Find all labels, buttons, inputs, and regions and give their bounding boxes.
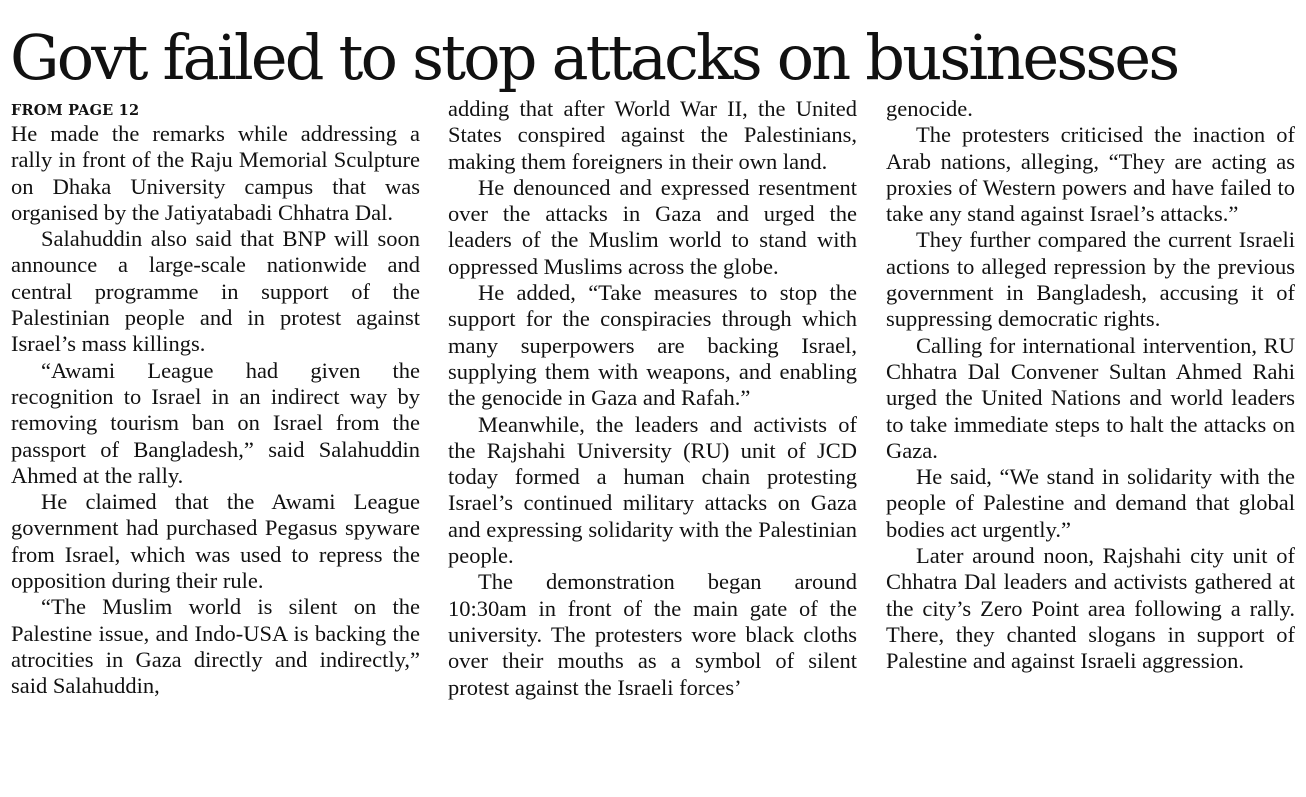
paragraph: “The Muslim world is silent on the Palestine issue, and Indo-USA is backing the atrocities in Gaza directly and indirectly,” said Salahuddin, [11, 594, 420, 699]
paragraph: genocide. [886, 96, 973, 121]
paragraph: Later around noon, Rajshahi city unit of Chhatra Dal leaders and activists gathered at the city’s Zero Point area following a rally. There, they chanted slogans in support of Palestine and against Israeli aggression. [886, 543, 1295, 674]
paragraph: They further compared the current Israeli actions to alleged repression by the previous government in Bangladesh, accusing it of suppressing democratic rights. [886, 227, 1295, 332]
continued-from-label: FROM PAGE 12 [11, 102, 140, 119]
paragraph: Salahuddin also said that BNP will soon announce a large-scale nationwide and central programme in support of the Palestinian people and in protest against Israel’s mass killings. [11, 226, 420, 357]
paragraph: Meanwhile, the leaders and activists of the Rajshahi University (RU) unit of JCD today formed a human chain protesting Israel’s continued military attacks on Gaza and expressing solidarity with the Palestinian people. [448, 411, 857, 569]
paragraph: He denounced and expressed resentment over the attacks in Gaza and urged the leaders of the Muslim world to stand with oppressed Muslims across the globe. [448, 174, 857, 279]
article-column-2 [448, 96, 857, 701]
paragraph: Calling for international intervention, RU Chhatra Dal Convener Sultan Ahmed Rahi urged the United Nations and world leaders to take immediate steps to halt the attacks on Gaza. [886, 332, 1295, 463]
paragraph: “Awami League had given the recognition to Israel in an indirect way by removing tourism ban on Israel from the passport of Bangladesh,” said Salahuddin Ahmed at the rally. [11, 357, 420, 488]
paragraph: The protesters criticised the inaction of Arab nations, alleging, “They are acting as proxies of Western powers and have failed to take any stand against Israel’s attacks.” [886, 122, 1295, 227]
article-column-3 [886, 96, 1295, 675]
headline: Govt failed to stop attacks on businesses [10, 21, 1178, 94]
paragraph: He made the remarks while addressing a rally in front of the Raju Memorial Sculpture on Dhaka University campus that was organised by the Jatiyatabadi Chhatra Dal. [11, 121, 420, 225]
paragraph: He added, “Take measures to stop the support for the conspiracies through which many superpowers are backing Israel, supplying them with weapons, and enabling the genocide in Gaza and Rafah.” [448, 280, 857, 411]
paragraph: The demonstration began around 10:30am in front of the main gate of the university. The protesters wore black cloths over their mouths as a symbol of silent protest against the Israeli forces’ [448, 569, 857, 700]
paragraph: He claimed that the Awami League government had purchased Pegasus spyware from Israel, which was used to repress the opposition during their rule. [11, 489, 420, 594]
paragraph: He said, “We stand in solidarity with the people of Palestine and demand that global bodies act urgently.” [886, 464, 1295, 542]
article-column-1 [11, 100, 420, 700]
paragraph: adding that after World War II, the United States conspired against the Palestinians, making them foreigners in their own land. [448, 96, 857, 174]
